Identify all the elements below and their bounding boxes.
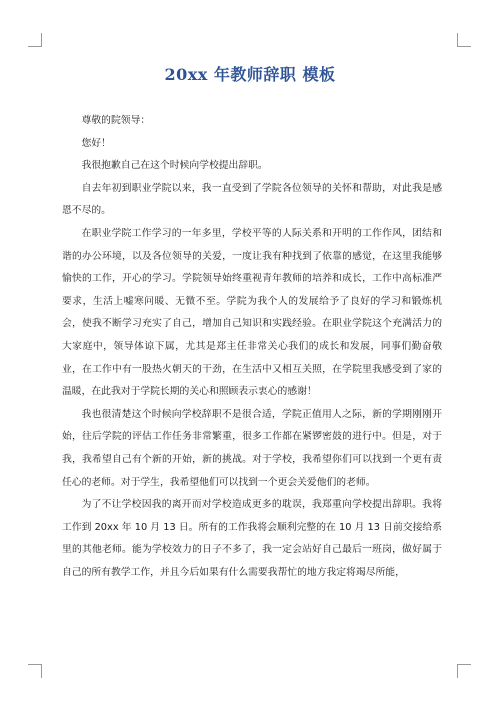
crop-mark-top-left (28, 33, 42, 47)
crop-mark-bottom-left (28, 664, 42, 678)
paragraph-2: 自去年初到职业学院以来，我一直受到了学院各位领导的关怀和帮助，对此我是感恩不尽的。 (62, 182, 442, 217)
paragraph-5: 为了不让学校因我的离开而对学校造成更多的耽误，我郑重向学校提出辞职。我将工作到 20xx 年 10 月 13 日。所有的工作我将会顺利完整的在 10 月 13 日前交接给系里的其他老师。能为学校效力的日子不多了，我一定会站好自己最后一班岗，做好属于自己的所有教学工作，并且今后如果有什么需要我帮忙的地方我定将竭尽所能， (62, 499, 442, 578)
paragraph-3: 在职业学院工作学习的一年多里，学校平等的人际关系和开明的工作作风，团结和谐的办公环境，以及各位领导的关爱，一度让我有种找到了依靠的感觉，在这里我能够愉快的工作，开心的学习。学院领导始终重视青年教师的培养和成长，工作中高标准严要求，生活上嘘寒问暖、无微不至。学院为我个人的发展给予了良好的学习和锻炼机会，使我不断学习充实了自己，增加自己知识和实践经验。在职业学院这个充满活力的大家庭中，领导体谅下属，尤其是郑主任非常关心我们的成长和发展，同事们勤奋敬业，在工作中有一股热火朝天的干劲，在生活中又相互关照，在学院里我感受到了家的温暖，在此我对于学院长期的关心和照顾表示衷心的感谢！ (62, 227, 442, 398)
greeting: 您好！ (81, 137, 111, 149)
crop-mark-top-right (457, 33, 471, 47)
document-body (62, 110, 442, 584)
crop-mark-bottom-right (457, 664, 471, 678)
salutation: 尊敬的院领导： (81, 115, 151, 126)
paragraph-4: 我也很清楚这个时候向学校辞职不是很合适，学院正值用人之际，新的学期刚刚开始，往后学院的评估工作任务非常繁重，很多工作都在紧锣密鼓的进行中。但是，对于我，我希望自己有个新的开始，新的挑战。对于学校，我希望你们可以找到一个更有责任心的老师。对于学生，我希望他们可以找到一个更会关爱他们的老师。 (62, 408, 442, 488)
paragraph-1: 我很抱歉自己在这个时候向学校提出辞职。 (81, 160, 268, 172)
document-title: 20xx 年教师辞职 模板 (164, 65, 336, 84)
